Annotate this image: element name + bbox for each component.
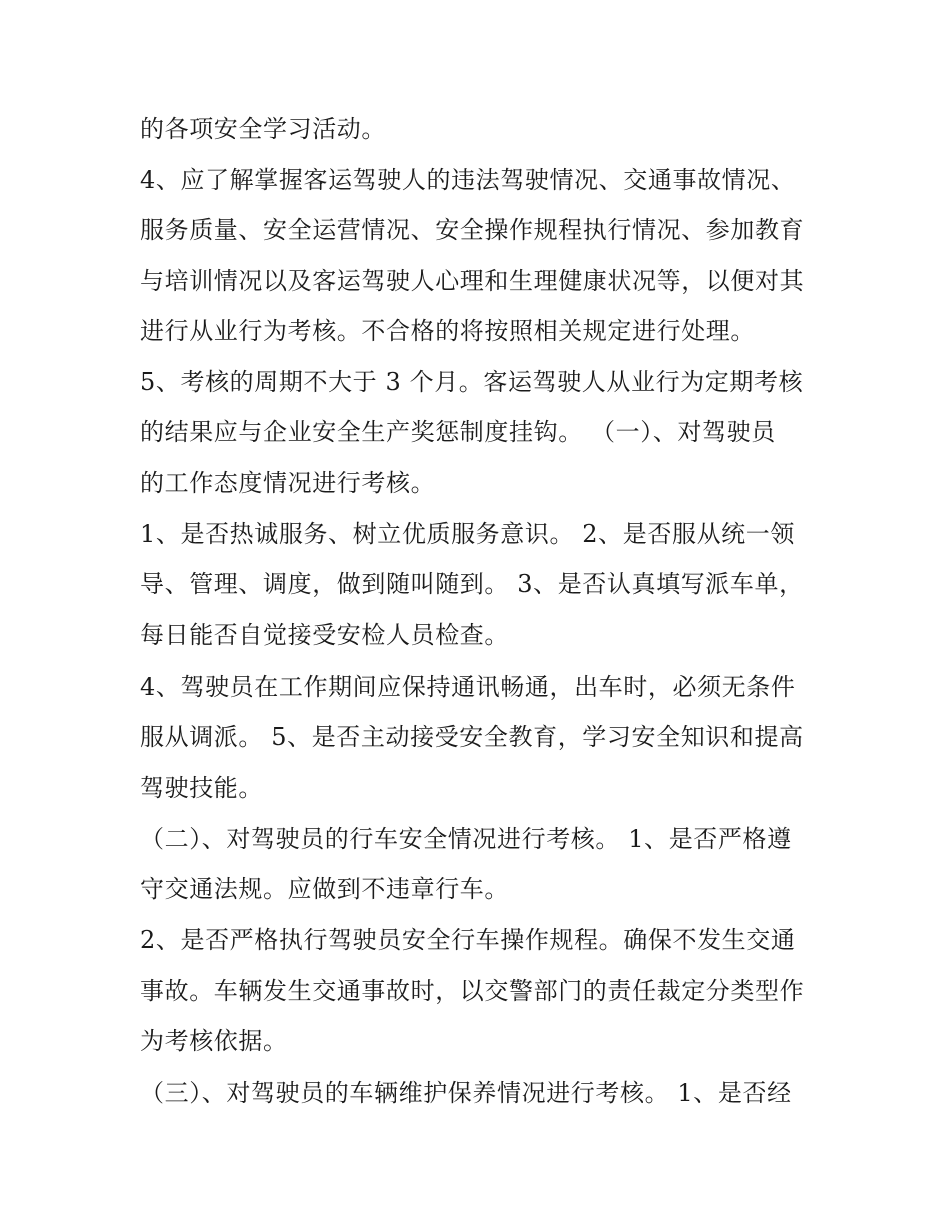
text-line: 的各项安全学习活动。 bbox=[140, 115, 386, 143]
text-line: 1、是否热诚服务、树立优质服务意识。 2、是否服从统一领 bbox=[140, 520, 795, 548]
text-line: 守交通法规。应做到不违章行车。 bbox=[140, 875, 509, 903]
text-line: 服从调派。 5、是否主动接受安全教育，学习安全知识和提高 bbox=[140, 723, 804, 751]
text-line: 4、应了解掌握客运驾驶人的违法驾驶情况、交通事故情况、 bbox=[140, 166, 796, 194]
text-line: 导、管理、调度，做到随叫随到。 3、是否认真填写派车单， bbox=[140, 570, 804, 598]
text-line: 5、考核的周期不大于 3 个月。客运驾驶人从业行为定期考核 bbox=[140, 368, 804, 396]
text-line: 2、是否严格执行驾驶员安全行车操作规程。确保不发生交通 bbox=[140, 926, 796, 954]
text-line: 每日能否自觉接受安检人员检查。 bbox=[140, 621, 509, 649]
text-line: 进行从业行为考核。不合格的将按照相关规定进行处理。 bbox=[140, 317, 755, 345]
text-line: 的结果应与企业安全生产奖惩制度挂钩。 （一）、对驾驶员 bbox=[140, 418, 776, 446]
text-line: 事故。车辆发生交通事故时，以交警部门的责任裁定分类型作 bbox=[140, 977, 805, 1005]
text-line: 为考核依据。 bbox=[140, 1027, 288, 1055]
text-line: （二）、对驾驶员的行车安全情况进行考核。 1、是否严格遵 bbox=[140, 825, 792, 853]
text-line: 4、驾驶员在工作期间应保持通讯畅通，出车时，必须无条件 bbox=[140, 673, 796, 701]
text-line: 驾驶技能。 bbox=[140, 774, 263, 802]
text-line: 服务质量、安全运营情况、安全操作规程执行情况、参加教育 bbox=[140, 216, 805, 244]
text-line: （三）、对驾驶员的车辆维护保养情况进行考核。 1、是否经 bbox=[140, 1079, 792, 1107]
text-line: 的工作态度情况进行考核。 bbox=[140, 469, 436, 497]
text-line: 与培训情况以及客运驾驶人心理和生理健康状况等，以便对其 bbox=[140, 267, 805, 295]
